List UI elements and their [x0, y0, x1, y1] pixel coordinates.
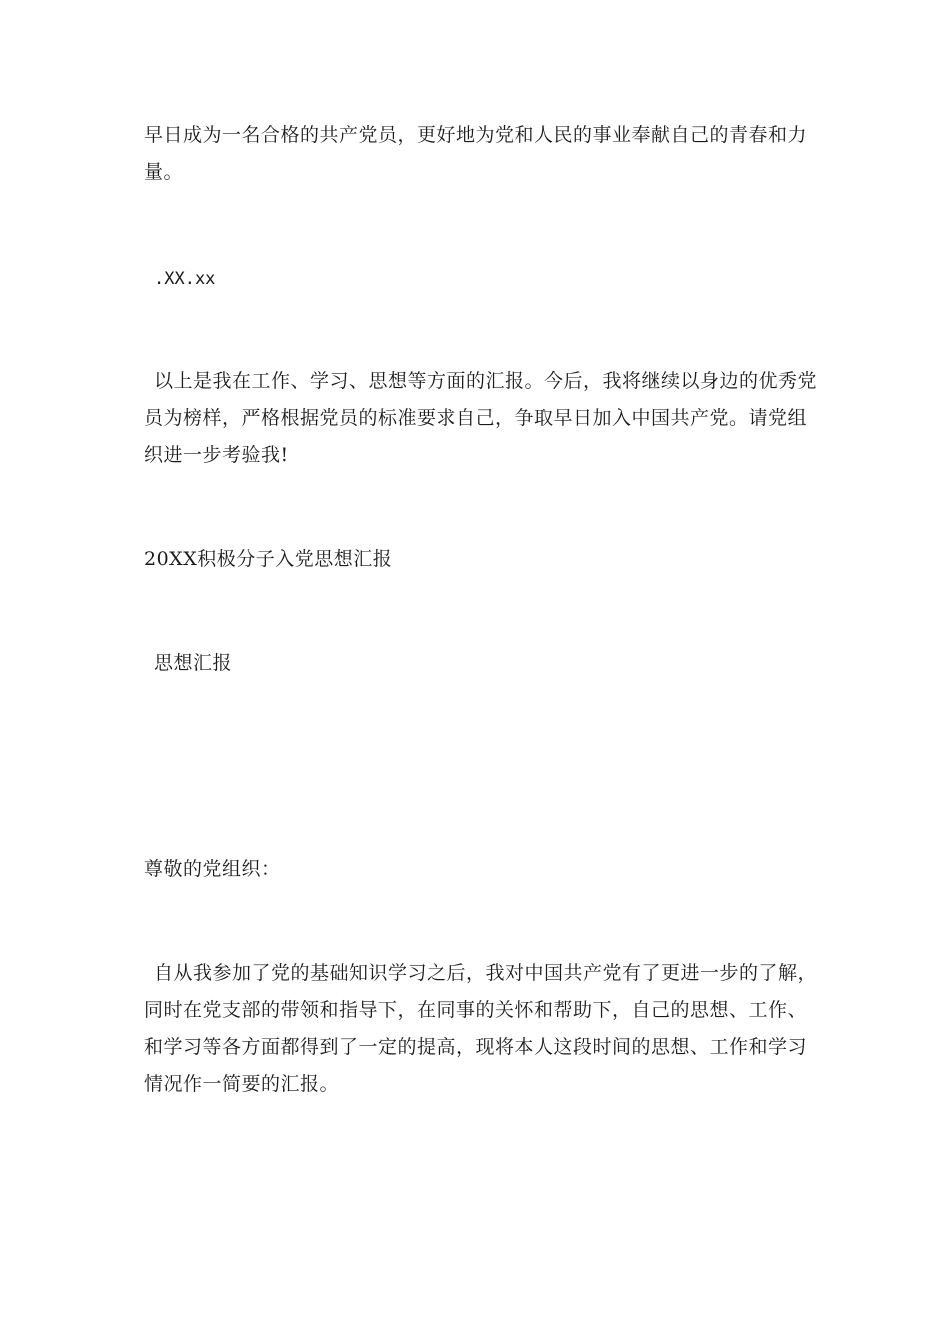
text-line: 自从我参加了党的基础知识学习之后，我对中国共产党有了更进一步的了解， [154, 962, 818, 984]
paragraph-closing-continuation [144, 117, 808, 191]
text-line: 以上是我在工作、学习、思想等方面的汇报。今后，我将继续以身边的优秀党 [154, 370, 818, 392]
text-line: 早日成为一名合格的共产党员，更好地为党和人民的事业奉献自己的青春和力 [144, 124, 808, 146]
text-line: 情况作一简要的汇报。 [144, 1073, 340, 1095]
salutation: 尊敬的党组织： [144, 858, 281, 880]
paragraph-report-intro [144, 955, 818, 1103]
text-line: 量。 [144, 161, 184, 183]
text-line: 同时在党支部的带领和指导下，在同事的关怀和帮助下，自己的思想、工作、 [144, 999, 808, 1021]
paragraph-summary [144, 363, 818, 474]
document-subtitle: 思想汇报 [154, 652, 233, 674]
text-line: 织进一步考验我! [144, 444, 289, 466]
document-title: 20XX积极分子入党思想汇报 [144, 548, 393, 570]
date-line: .XX.xx [154, 269, 216, 289]
text-line: 和学习等各方面都得到了一定的提高，现将本人这段时间的思想、工作和学习 [144, 1036, 808, 1058]
text-line: 员为榜样，严格根据党员的标准要求自己，争取早日加入中国共产党。请党组 [144, 407, 808, 429]
